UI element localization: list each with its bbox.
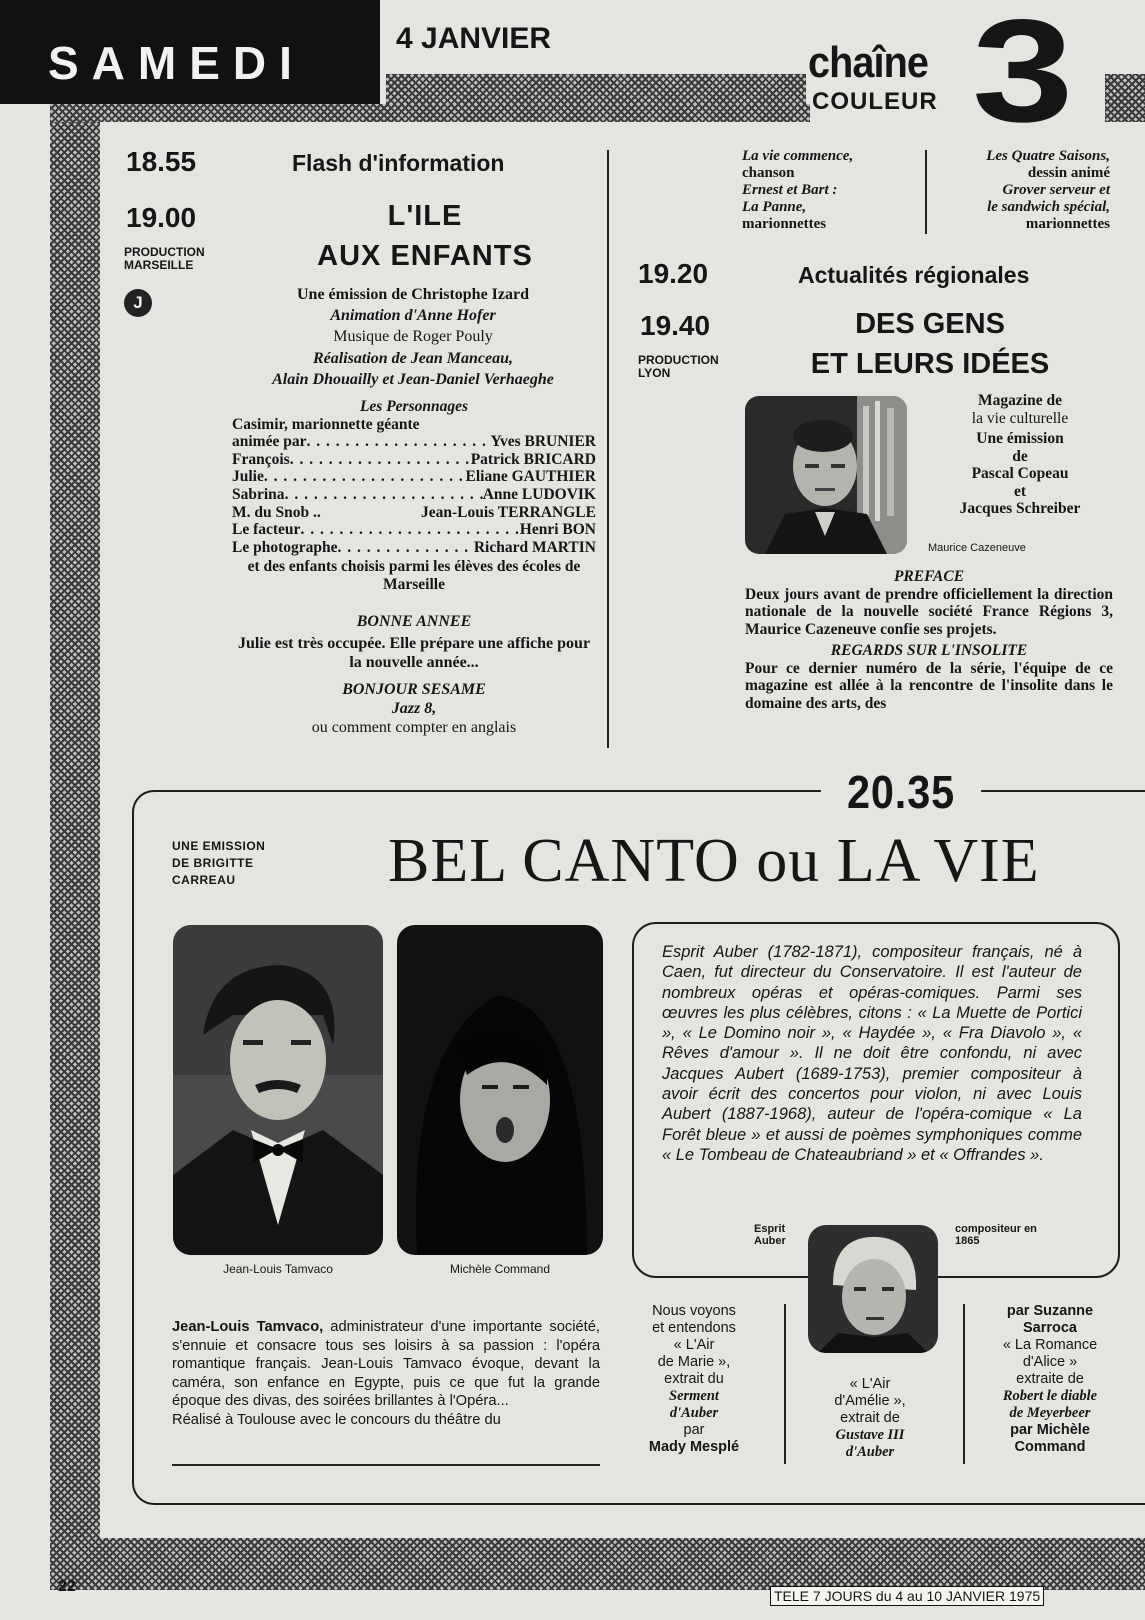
credit-pouly: Musique de Roger Pouly [333, 328, 493, 345]
header-channel-number: 3 [972, 0, 1074, 152]
feature-title-text: BEL CANTO ou LA VIE [388, 827, 1040, 895]
frame-left [50, 104, 100, 1589]
tamvaco-photo [173, 925, 383, 1255]
desc-name: Jean-Louis Tamvaco, [172, 1319, 324, 1335]
cast-actor: Henri BON [519, 521, 596, 539]
header-channel-sublabel: COULEUR [812, 88, 938, 115]
segment-bonne-annee-title: BONNE ANNEE [356, 613, 472, 630]
program-title-idees: ET LEURS IDÉES [810, 348, 1050, 380]
segment-preface-title: PREFACE [893, 568, 965, 585]
cast-outro: et des enfants choisis parmi les élèves des écoles de Marseille [247, 558, 581, 593]
cast-role: Le photographe [232, 538, 338, 556]
command-photo [397, 925, 603, 1255]
col1-line: et entendons [652, 1320, 736, 1336]
mag-line: Magazine de [978, 392, 1062, 409]
leader-dots [338, 539, 474, 557]
col1-line: de Marie », [657, 1354, 731, 1370]
jeunesse-badge: J [124, 289, 152, 317]
cast-role: Sabrina [232, 485, 285, 503]
segment-preface-text: Deux jours avant de prendre officiellement la direction nationale de la nouvelle société France Régions 3, Maurice Cazeneuve confie ses projets. [745, 585, 1113, 638]
continuation-col-a [700, 148, 900, 233]
cont-a-line: La vie commence, [742, 148, 854, 164]
cast-actor: Eliane GAUTHIER [465, 468, 596, 486]
desc-text: administrateur d'une importante société, s'ennuie et consacre tous ses loisirs à sa passion : l'opéra romantique français. Jean-Louis Tamvaco évoque, devant la caméra, son enfance en Egypte, puis ce que fut la grande époque des divas, des soirées brillantes à l'Opéra... [172, 1319, 600, 1410]
cont-b-line: marionnettes [1025, 216, 1110, 232]
program-time-1920: 19.20 [638, 258, 709, 289]
auber-caption-left: Esprit Auber [754, 1223, 786, 1247]
program-title-actualites: Actualités régionales [798, 262, 1030, 288]
col1-line: par [683, 1422, 705, 1438]
des-gens-segments [745, 568, 1113, 712]
col3-line: « La Romance [1002, 1337, 1098, 1353]
col1-line: d'Auber [669, 1405, 719, 1421]
portrait-image [173, 925, 383, 1255]
music-col-divider-1 [784, 1304, 786, 1464]
cont-a-line: Ernest et Bart : [742, 182, 838, 198]
col3-line: Sarroca [1022, 1320, 1077, 1336]
header-hatch-band [386, 74, 806, 104]
feature-description [172, 1318, 600, 1430]
segment-sesame-title: BONJOUR SESAME [342, 681, 486, 698]
program-title-ile: L'ILE [387, 200, 463, 232]
program-time-1900: 19.00 [126, 202, 197, 233]
source-label: TELE 7 JOURS du 4 au 10 JANVIER 1975 [770, 1586, 1044, 1606]
program-title-flash: Flash d'information [292, 150, 505, 176]
program-time-1855: 18.55 [126, 146, 197, 177]
col1-line: « L'Air [673, 1337, 715, 1353]
header-date: 4 JANVIER [396, 22, 552, 55]
cast-row [232, 468, 596, 486]
col1-line: Mady Mesplé [648, 1439, 740, 1455]
magazine-credits [940, 392, 1100, 518]
cast-actor: Yves BRUNIER [490, 433, 596, 451]
cast-block [232, 398, 596, 594]
col3-line: Robert le diable [1002, 1388, 1098, 1404]
mag-line: la vie culturelle [971, 409, 1069, 427]
music-col-3 [975, 1303, 1125, 1456]
desc-text-2: Réalisé à Toulouse avec le concours du théâtre du [172, 1411, 501, 1428]
mag-line: de [1012, 447, 1028, 465]
col2-line: « L'Air [849, 1376, 891, 1392]
credit-hofer: Animation d'Anne Hofer [330, 307, 496, 324]
segment-regards-text: Pour ce dernier numéro de la série, l'équipe de ce magazine est allée à la rencontre de l'insolite dans le domaine des arts, des [745, 659, 1113, 712]
page-number: 22 [58, 1578, 76, 1595]
auber-caption-right: compositeur en 1865 [955, 1223, 1037, 1247]
cast-row [232, 539, 596, 557]
auber-photo [808, 1225, 938, 1353]
cont-a-line: chanson [742, 165, 795, 181]
segment-regards-title: REGARDS SUR L'INSOLITE [830, 642, 1028, 659]
credit-realisation-2: Alain Dhouailly et Jean-Daniel Verhaeghe [272, 371, 554, 388]
production-marseille: PRODUCTION MARSEILLE [124, 245, 205, 272]
col2-line: d'Amélie », [834, 1393, 906, 1409]
col1-line: Nous voyons [652, 1303, 736, 1319]
cazeneuve-photo [745, 396, 907, 554]
col3-line: par Suzanne [1006, 1303, 1094, 1319]
feature-time: 20.35 [821, 768, 981, 816]
cast-actor: Patrick BRICARD [470, 450, 596, 468]
col1-line: Serment [669, 1388, 719, 1404]
cont-b-line: Grover serveur et [1002, 182, 1110, 198]
col2-line: d'Auber [845, 1444, 895, 1460]
cont-a-line: La Panne, [742, 199, 807, 215]
music-col-1 [624, 1303, 764, 1456]
description-rule [172, 1464, 600, 1466]
music-col-divider-2 [963, 1304, 965, 1464]
cazeneuve-caption: Maurice Cazeneuve [928, 542, 1026, 554]
header-channel-label: chaîne [808, 38, 929, 87]
leader-dots [300, 521, 519, 539]
cont-b-line: Les Quatre Saisons, [986, 148, 1110, 164]
header-hatch-right [1105, 74, 1145, 122]
leader-dots [264, 468, 466, 486]
program-title-des-gens: DES GENS [855, 308, 1005, 340]
ile-credits [228, 284, 598, 390]
cast-row [232, 504, 596, 522]
cast-heading: Les Personnages [359, 398, 469, 415]
program-title-enfants: AUX ENFANTS [317, 240, 533, 272]
cont-b-line: dessin animé [1027, 165, 1110, 181]
col3-line: Command [1014, 1439, 1086, 1455]
cast-row [232, 521, 596, 539]
col3-line: extraite de [1016, 1371, 1084, 1387]
tamvaco-caption: Jean-Louis Tamvaco [223, 1262, 333, 1276]
cast-actor: Anne LUDOVIK [482, 485, 596, 503]
col3-line: d'Alice » [1022, 1354, 1078, 1370]
col3-line: par Michèle [1010, 1422, 1090, 1438]
music-col-2 [800, 1376, 940, 1461]
cast-role: M. du Snob .. [232, 503, 321, 521]
frame-bottom [50, 1538, 1145, 1590]
auber-info-text: Esprit Auber (1782-1871), compositeur français, né à Caen, fut directeur du Conservatoire. Il est l'auteur de nombreux opéras et opéras-comiques. Parmi ses œuvres les plus célèbres, citons : « La Muette de Portici », « Le Domino noir », « Haydée », « Fra Diavolo », « Rêves d'amour ». Il ne doit être confondu, ni avec Jacques Aubert (1689-1753), premier compositeur à avoir écrit des concertos pour violon, ni avec Louis Aubert (1887-1968), auteur de l'opéra-comique « La Forêt bleue » et aussi de poèmes symphoniques comme « Le Tombeau de Chateaubriand » et « Offrandes ». [662, 943, 1082, 1164]
cast-row [232, 486, 596, 504]
cast-actor: Richard MARTIN [473, 538, 596, 556]
cast-role: Julie [232, 468, 264, 486]
cast-role: François [232, 450, 290, 468]
leader-dots [285, 486, 483, 504]
frame-top [50, 104, 810, 122]
cast-role: Le facteur [232, 521, 301, 539]
cast-intro: Casimir, marionnette géante [232, 415, 420, 433]
mag-line: Pascal Copeau [971, 465, 1069, 482]
column-divider [607, 150, 609, 748]
col1-line: extrait du [664, 1371, 724, 1387]
mag-line: Une émission [976, 430, 1064, 447]
cont-a-line: marionnettes [742, 216, 827, 232]
feature-title [388, 826, 1128, 896]
cast-row [232, 433, 596, 451]
leader-dots [306, 433, 490, 451]
mag-line: et [1013, 482, 1027, 500]
credit-realisation: Réalisation de Jean Manceau, [312, 350, 513, 367]
production-lyon: PRODUCTION LYON [638, 353, 719, 380]
portrait-image [397, 925, 603, 1255]
col3-line: de Meyerbeer [1009, 1405, 1091, 1421]
segment-bonne-annee-text: Julie est très occupée. Elle prépare une affiche pour la nouvelle année... [237, 635, 591, 671]
col2-line: Gustave III [835, 1427, 905, 1443]
col2-line: extrait de [840, 1410, 900, 1426]
cast-row [232, 451, 596, 469]
portrait-image [745, 396, 907, 554]
continuation-col-b [920, 148, 1110, 233]
portrait-image [808, 1225, 938, 1353]
mag-line: Jacques Schreiber [959, 500, 1081, 517]
command-caption: Michèle Command [449, 1262, 551, 1276]
program-time-1940: 19.40 [640, 310, 711, 341]
feature-byline: UNE EMISSION DE BRIGITTE CARREAU [172, 839, 266, 887]
credit-izard: Une émission de Christophe Izard [296, 286, 529, 303]
leader-dots [290, 451, 471, 469]
segment-sesame-sub: Jazz 8, [391, 700, 437, 717]
ile-segments [230, 612, 598, 737]
header-day: SAMEDI [48, 37, 305, 89]
segment-sesame-text: ou comment compter en anglais [311, 719, 517, 736]
cast-actor: Jean-Louis TERRANGLE [421, 503, 596, 521]
cont-b-line: le sandwich spécial, [987, 199, 1110, 215]
cast-role: animée par [232, 433, 307, 451]
